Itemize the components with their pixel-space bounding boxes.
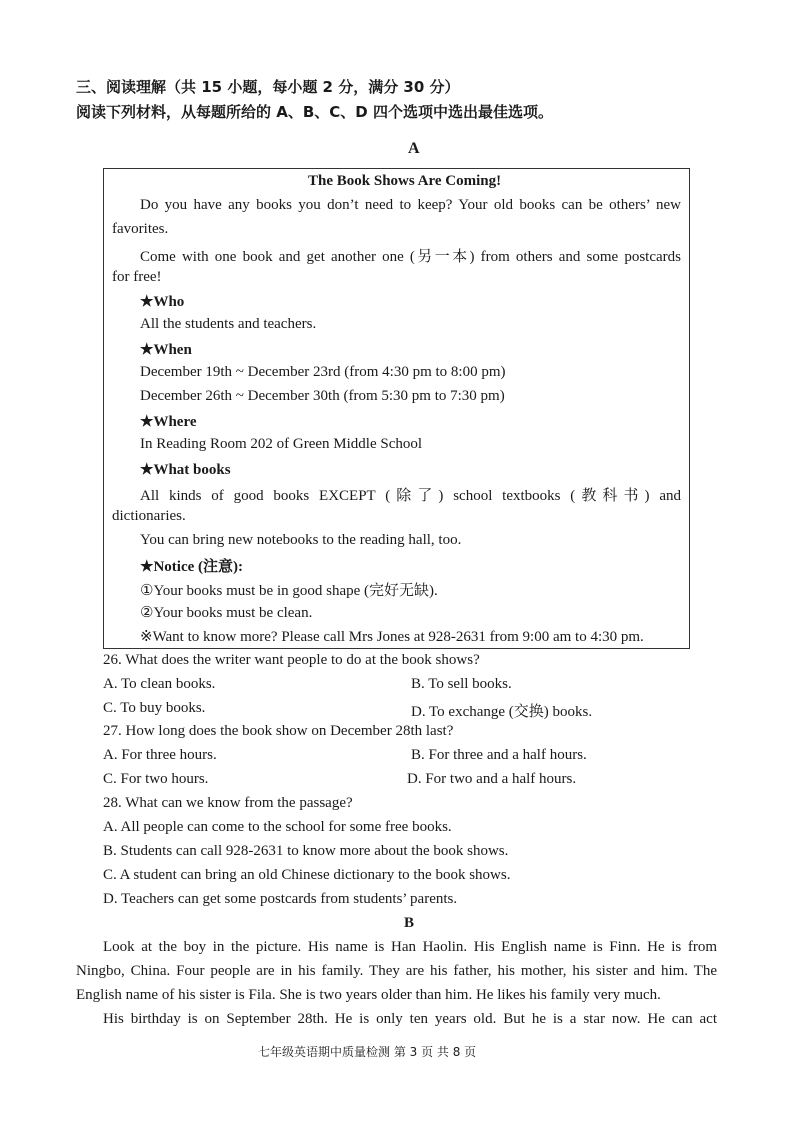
when-line1: December 19th ~ December 23rd (from 4:30 pm to 8:00 pm) [140, 364, 506, 380]
where-text: In Reading Room 202 of Green Middle School [140, 436, 423, 452]
intro-2-line2: for free! [112, 269, 162, 285]
q28-option-c: C. A student can bring an old Chinese dictionary to the book shows. [103, 867, 511, 883]
intro-1-line1: Do you have any books you don’t need to keep? Your old books can be others’ new [140, 197, 681, 213]
q28-stem: 28. What can we know from the passage? [103, 795, 353, 811]
what-heading: ★What books [140, 462, 231, 478]
passage-b-p2-line1: His birthday is on September 28th. He is only ten years old. But he is a star now. He can act [103, 1011, 717, 1027]
passage-b-label: B [404, 915, 415, 931]
intro-2-line1: Come with one book and get another one (另一本) from others and some postcards [140, 249, 681, 265]
q27-option-a: A. For three hours. [103, 747, 217, 763]
q26-option-b: B. To sell books. [411, 676, 512, 692]
q26-option-a: A. To clean books. [103, 676, 216, 692]
when-heading: ★When [140, 342, 192, 358]
q28-option-b: B. Students can call 928-2631 to know more about the book shows. [103, 843, 509, 859]
q26-option-c: C. To buy books. [103, 700, 206, 716]
passage-b-p1-line1: Look at the boy in the picture. His name is Han Haolin. His English name is Finn. He is from [103, 939, 717, 955]
who-text: All the students and teachers. [140, 316, 317, 332]
what-line1: All kinds of good books EXCEPT (除了) school textbooks (教科书) and [140, 488, 681, 504]
q26-stem: 26. What does the writer want people to do at the book shows? [103, 652, 480, 668]
when-line2: December 26th ~ December 30th (from 5:30 pm to 7:30 pm) [140, 388, 505, 404]
q27-option-d: D. For two and a half hours. [407, 771, 577, 787]
q27-stem: 27. How long does the book show on December 28th last? [103, 723, 454, 739]
intro-1-line2: favorites. [112, 221, 169, 237]
passage-a-box [103, 168, 690, 649]
what-line2: dictionaries. [112, 508, 186, 524]
notice-more: ※Want to know more? Please call Mrs Jones at 928-2631 from 9:00 am to 4:30 pm. [140, 629, 644, 645]
what-line3: You can bring new notebooks to the reading hall, too. [140, 532, 462, 548]
passage-b-p1-line2: Ningbo, China. Four people are in his family. They are his father, his mother, his sister and him. The [76, 963, 717, 979]
passage-a-title: The Book Shows Are Coming! [308, 173, 502, 189]
who-heading: ★Who [140, 294, 185, 310]
instructions: 阅读下列材料，从每题所给的 A、B、C、D 四个选项中选出最佳选项。 [76, 103, 553, 121]
q27-option-c: C. For two hours. [103, 771, 209, 787]
where-heading: ★Where [140, 414, 197, 430]
notice-2: ②Your books must be clean. [140, 605, 313, 621]
notice-1: ①Your books must be in good shape (完好无缺). [140, 583, 438, 599]
section-title: 三、阅读理解（共 15 小题，每小题 2 分，满分 30 分） [76, 78, 460, 96]
passage-a-label: A [408, 140, 420, 157]
page-footer: 七年级英语期中质量检测 第 3 页 共 8 页 [258, 1045, 477, 1059]
notice-heading: ★Notice (注意): [140, 559, 243, 575]
q27-option-b: B. For three and a half hours. [411, 747, 587, 763]
passage-b-p1-line3: English name of his sister is Fila. She is two years older than him. He likes his family very much. [76, 987, 661, 1003]
q28-option-d: D. Teachers can get some postcards from students’ parents. [103, 891, 458, 907]
q26-option-d: D. To exchange (交换) books. [411, 704, 593, 720]
q28-option-a: A. All people can come to the school for some free books. [103, 819, 452, 835]
